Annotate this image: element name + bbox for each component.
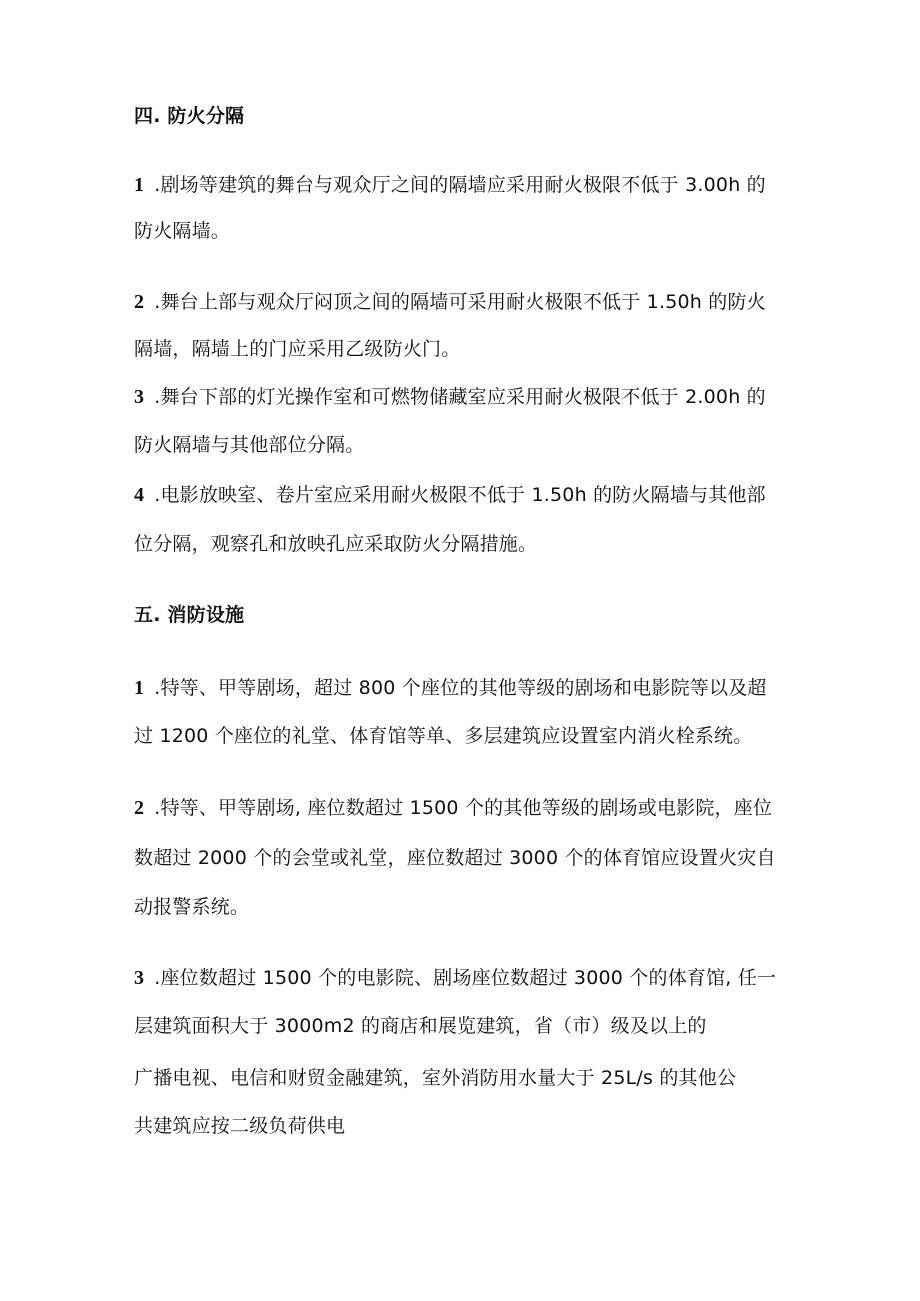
- section-heading-5: 五. 消防设施: [134, 604, 245, 626]
- item-number: 2: [134, 797, 145, 819]
- paragraph-line: [134, 676, 767, 700]
- paragraph-line: 过 1200 个座位的礼堂、体育馆等单、多层建筑应设置室内消火栓系统。: [134, 725, 753, 747]
- paragraph-line: 防火隔墙与其他部位分隔。: [134, 434, 365, 456]
- item-number: 1: [134, 677, 145, 699]
- paragraph-line: 数超过 2000 个的会堂或礼堂，座位数超过 3000 个的体育馆应设置火灾自: [134, 847, 776, 869]
- item-number: 4: [134, 484, 145, 506]
- paragraph-line: 层建筑面积大于 3000m2 的商店和展览建筑，省（市）级及以上的: [134, 1015, 707, 1037]
- item-number: 2: [134, 291, 145, 313]
- paragraph-line: [134, 173, 766, 197]
- item-text: .特等、甲等剧场, 座位数超过 1500 个的其他等级的剧场或电影院，座位: [154, 797, 773, 819]
- paragraph-line: [134, 385, 766, 409]
- paragraph-line: 共建筑应按二级负荷供电: [134, 1115, 346, 1137]
- item-text: .电影放映室、卷片室应采用耐火极限不低于 1.50h 的防火隔墙与其他部: [154, 484, 766, 506]
- item-text: .舞台下部的灯光操作室和可燃物储藏室应采用耐火极限不低于 2.00h 的: [154, 386, 766, 408]
- item-text: .特等、甲等剧场，超过 800 个座位的其他等级的剧场和电影院等以及超: [154, 677, 767, 699]
- item-text: .剧场等建筑的舞台与观众厅之间的隔墙应采用耐火极限不低于 3.00h 的: [154, 174, 766, 196]
- paragraph-line: [134, 290, 766, 314]
- item-text: .座位数超过 1500 个的电影院、剧场座位数超过 3000 个的体育馆, 任一: [154, 967, 777, 989]
- item-number: 1: [134, 174, 145, 196]
- item-number: 3: [134, 386, 145, 408]
- paragraph-line: [134, 796, 772, 820]
- paragraph-line: 广播电视、电信和财贸金融建筑，室外消防用水量大于 25L/s 的其他公: [134, 1067, 737, 1089]
- item-number: 3: [134, 967, 145, 989]
- paragraph-line: 动报警系统。: [134, 896, 250, 918]
- paragraph-line: [134, 966, 776, 990]
- paragraph-line: [134, 483, 766, 507]
- paragraph-line: 隔墙，隔墙上的门应采用乙级防火门。: [134, 338, 461, 360]
- item-text: .舞台上部与观众厅闷顶之间的隔墙可采用耐火极限不低于 1.50h 的防火: [154, 291, 766, 313]
- paragraph-line: 防火隔墙。: [134, 220, 231, 242]
- paragraph-line: 位分隔，观察孔和放映孔应采取防火分隔措施。: [134, 533, 538, 555]
- section-heading-4: 四. 防火分隔: [134, 105, 245, 127]
